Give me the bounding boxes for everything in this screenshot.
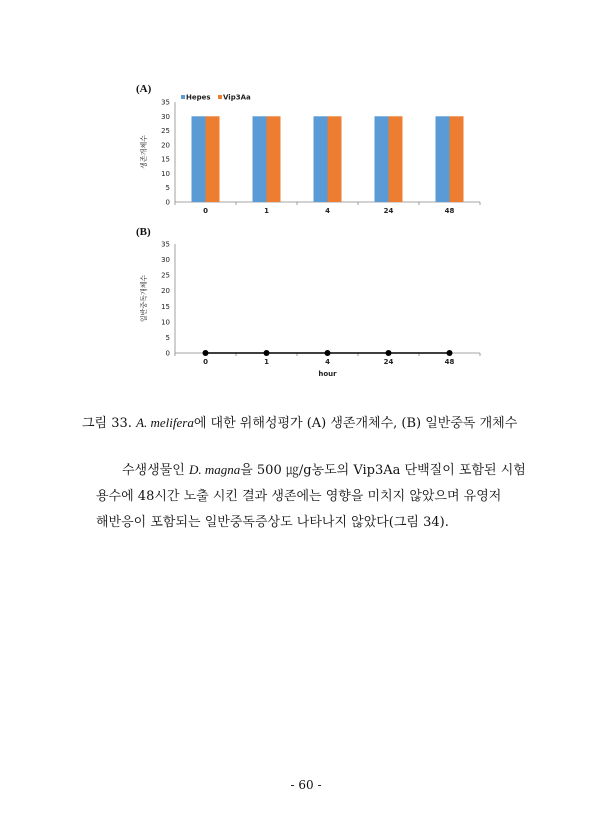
bar-vip3aa	[328, 116, 342, 202]
x-tick-label: 1	[264, 358, 269, 366]
paragraph-line-1	[96, 457, 536, 484]
bar-hepes	[314, 116, 328, 202]
y-tick-label: 15	[161, 302, 170, 311]
y-tick-label: 30	[161, 112, 170, 121]
x-tick-label: 24	[383, 207, 394, 215]
series-point	[447, 350, 453, 356]
legend-label: Vip3Aa	[223, 93, 251, 102]
paragraph-line-3: 해반응이 포함되는 일반중독증상도 나타나지 않았다(그림 34).	[96, 515, 449, 530]
y-tick-label: 25	[161, 271, 170, 280]
x-axis-label: hour	[318, 370, 337, 378]
y-axis-label: 생존개체수	[140, 135, 148, 169]
bar-vip3aa	[206, 116, 220, 202]
paragraph-line-1-a: 수생생물인	[122, 463, 189, 478]
figure-caption	[82, 412, 517, 431]
y-tick-label: 30	[161, 256, 170, 265]
legend-label: Hepes	[186, 93, 211, 102]
y-tick-label: 20	[161, 141, 170, 150]
paragraph-line-1-b: 을 500 ㎍/g농도의 Vip3Aa 단백질이 포함된 시험	[240, 463, 526, 478]
y-tick-label: 15	[161, 155, 170, 164]
bar-hepes	[253, 116, 267, 202]
x-tick-label: 48	[444, 358, 455, 366]
bar-vip3aa	[267, 116, 281, 202]
bar-hepes	[375, 116, 389, 202]
y-tick-label: 10	[161, 318, 170, 327]
x-tick-label: 0	[203, 358, 208, 366]
series-point	[264, 350, 270, 356]
y-tick-label: 35	[161, 240, 170, 249]
y-tick-label: 5	[165, 184, 170, 193]
x-tick-label: 4	[325, 207, 330, 215]
bar-hepes	[192, 116, 206, 202]
x-tick-label: 0	[203, 207, 208, 215]
bar-vip3aa	[450, 116, 464, 202]
y-tick-label: 35	[161, 98, 170, 107]
y-tick-label: 10	[161, 169, 170, 178]
x-tick-label: 48	[444, 207, 455, 215]
y-axis-label: 일반중독개체수	[140, 274, 148, 323]
bar-hepes	[436, 116, 450, 202]
series-point	[386, 350, 392, 356]
x-tick-label: 24	[383, 358, 394, 366]
y-tick-label: 25	[161, 127, 170, 136]
legend-swatch	[181, 95, 185, 99]
charts	[0, 0, 612, 400]
paragraph-species: D. magna	[188, 462, 241, 477]
caption-prefix: 그림 33.	[82, 416, 137, 431]
page-number: - 60 -	[290, 778, 322, 792]
panel-a-label: (A)	[136, 83, 152, 95]
caption-species: A. melifera	[136, 415, 194, 430]
paragraph-line-2: 용수에 48시간 노출 시킨 결과 생존에는 영향을 미치지 않았으며 유영저	[96, 489, 502, 504]
y-tick-label: 0	[165, 349, 170, 358]
y-tick-label: 20	[161, 287, 170, 296]
body-paragraph	[96, 457, 536, 536]
caption-suffix: 에 대한 위해성평가 (A) 생존개체수, (B) 일반중독 개체수	[193, 416, 518, 431]
bar-vip3aa	[389, 116, 403, 202]
series-point	[203, 350, 209, 356]
series-point	[325, 350, 331, 356]
panel-b-label: (B)	[136, 226, 151, 238]
legend-swatch	[218, 95, 222, 99]
y-tick-label: 0	[165, 198, 170, 207]
x-tick-label: 1	[264, 207, 269, 215]
x-tick-label: 4	[325, 358, 330, 366]
y-tick-label: 5	[165, 333, 170, 342]
